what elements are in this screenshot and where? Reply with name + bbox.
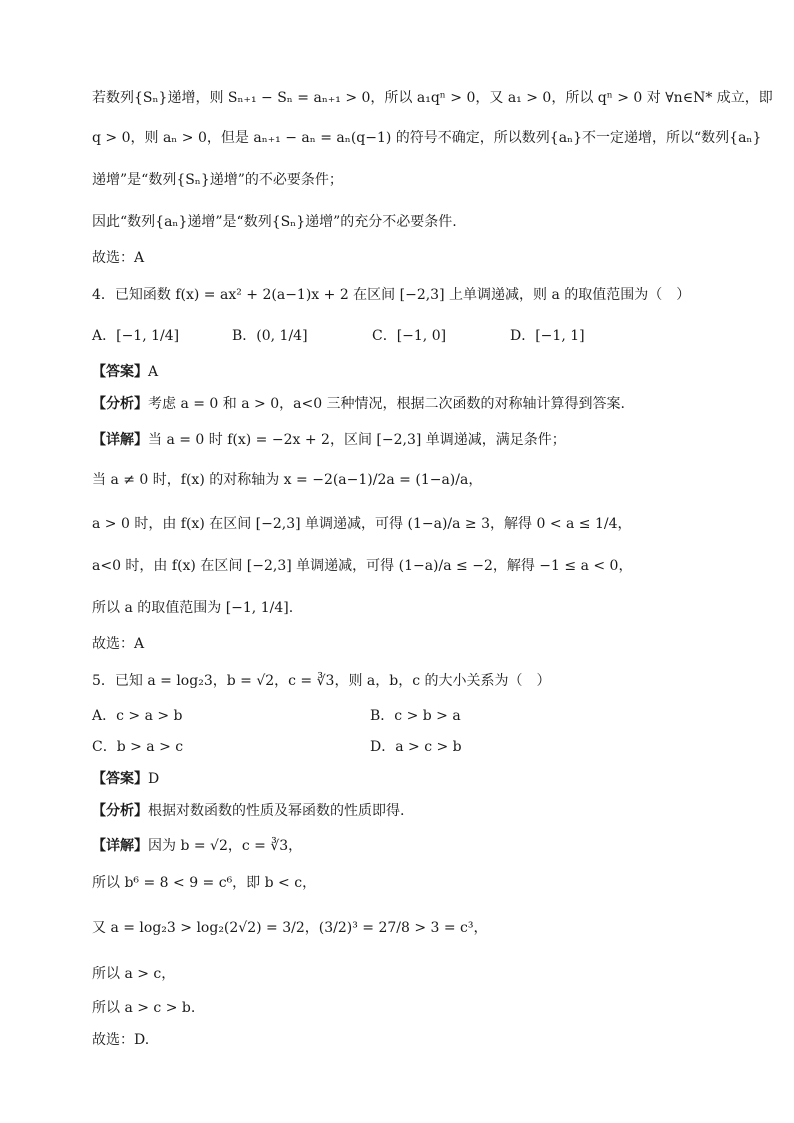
solution-line: 所以 b⁶ = 8 < 9 = c⁶，即 b < c，: [92, 875, 317, 891]
analysis-line: [92, 801, 404, 821]
option-d: D．[−1, 1]: [510, 328, 585, 344]
solution-line: q > 0，则 aₙ > 0，但是 aₙ₊₁ − aₙ = aₙ(q−1) 的符号不确定，所以数列{aₙ}不一定递增，所以“数列{aₙ}: [92, 130, 762, 146]
answer-tag: 【答案】: [92, 771, 148, 787]
option-d: D．a > c > b: [370, 739, 462, 755]
detail-text: 当 a = 0 时 f(x) = −2x + 2，区间 [−2,3] 单调递减，满足条件；: [148, 432, 566, 448]
answer-line: [92, 362, 158, 382]
solution-line: a > 0 时，由 f(x) 在区间 [−2,3] 单调递减，可得 (1−a)/a ≥ 3，解得 0 < a ≤ 1/4，: [92, 516, 632, 532]
option-b: B．c > b > a: [370, 708, 461, 724]
solution-line: 所以 a > c > b.: [92, 1000, 196, 1016]
analysis-line: [92, 394, 625, 414]
answer-tag: 【答案】: [92, 364, 148, 380]
analysis-tag: 【分析】: [92, 803, 148, 819]
conclusion-line: 故选：A: [92, 250, 145, 266]
option-a: A．[−1, 1/4]: [92, 328, 180, 344]
solution-line: 所以 a > c，: [92, 966, 176, 982]
detail-tag: 【详解】: [92, 432, 148, 448]
analysis-tag: 【分析】: [92, 396, 148, 412]
solution-line: 递增”是“数列{Sₙ}递增”的不必要条件；: [92, 172, 343, 188]
solution-line: 若数列{Sₙ}递增，则 Sₙ₊₁ − Sₙ = aₙ₊₁ > 0，所以 a₁qⁿ > 0，又 a₁ > 0，所以 qⁿ > 0 对 ∀n∈N* 成立，即: [92, 90, 773, 106]
analysis-text: 根据对数函数的性质及幂函数的性质即得.: [148, 803, 405, 819]
solution-line: 又 a = log₂3 > log₂(2√2) = 3/2，(3/2)³ = 27/8 > 3 = c³，: [92, 920, 488, 936]
answer-line: [92, 769, 159, 789]
answer-value: D: [148, 771, 160, 787]
solution-line: a<0 时，由 f(x) 在区间 [−2,3] 单调递减，可得 (1−a)/a ≤ −2，解得 −1 ≤ a < 0，: [92, 558, 633, 574]
solution-line: 因此“数列{aₙ}递增”是“数列{Sₙ}递增”的充分不必要条件.: [92, 214, 457, 230]
detail-tag: 【详解】: [92, 838, 148, 854]
question-5-stem: 5．已知 a = log₂3，b = √2，c = ∛3，则 a，b，c 的大小关系为（ ）: [92, 673, 551, 689]
detail-line: [92, 430, 566, 450]
detail-text: 因为 b = √2，c = ∛3，: [148, 838, 303, 854]
option-c: C．[−1, 0]: [372, 328, 447, 344]
option-c: C．b > a > c: [92, 739, 184, 755]
solution-line: 所以 a 的取值范围为 [−1, 1/4].: [92, 600, 294, 616]
conclusion-line: 故选：D.: [92, 1032, 150, 1048]
option-a: A．c > a > b: [92, 708, 183, 724]
analysis-text: 考虑 a = 0 和 a > 0，a<0 三种情况，根据二次函数的对称轴计算得到答案.: [148, 396, 626, 412]
option-b: B．(0, 1/4]: [232, 328, 308, 344]
detail-line: [92, 836, 302, 856]
conclusion-line: 故选：A: [92, 636, 145, 652]
solution-line: 当 a ≠ 0 时，f(x) 的对称轴为 x = −2(a−1)/2a = (1−a)/a，: [92, 472, 483, 488]
question-4-stem: 4．已知函数 f(x) = ax² + 2(a−1)x + 2 在区间 [−2,3] 上单调递减，则 a 的取值范围为（ ）: [92, 287, 691, 303]
answer-value: A: [148, 364, 159, 380]
